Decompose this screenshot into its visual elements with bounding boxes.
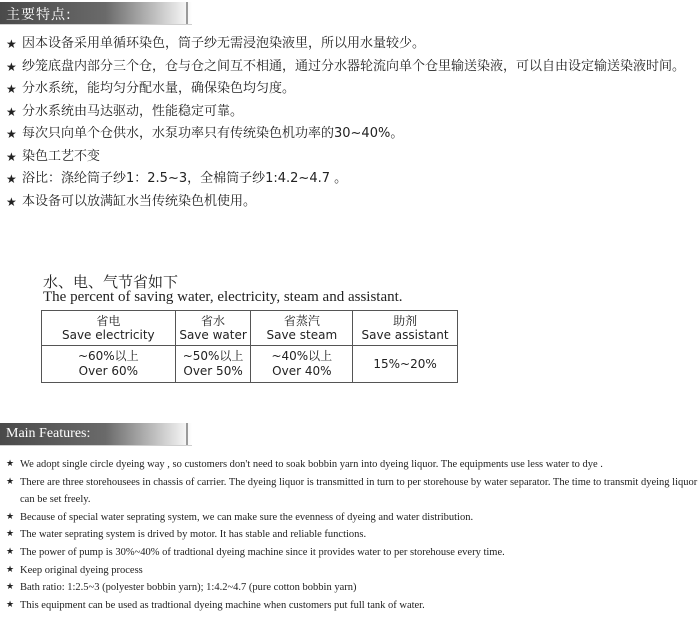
- feature-item-cn: ★ 染色工艺不变: [6, 146, 696, 169]
- star-icon: ★: [6, 149, 17, 164]
- value-cell-assistant: 15%~20%: [353, 346, 458, 383]
- feature-item-en: ★ This equipment can be used as tradtional dyeing machine when customers put full tank of water.: [6, 597, 698, 615]
- saving-header-row: [42, 311, 458, 346]
- star-icon: ★: [6, 546, 15, 557]
- feature-item-cn: ★ 因本设备采用单循环染色，筒子纱无需浸泡染液里，所以用水量较少。: [6, 33, 696, 56]
- feature-item-cn: ★ 纱笼底盘内部分三个仓，仓与仓之间互不相通，通过分水器轮流向单个仓里输送染液，可以自由设定输送染液时间。: [6, 56, 696, 79]
- star-icon: ★: [6, 127, 17, 141]
- star-icon: ★: [6, 476, 15, 487]
- header-divider: [186, 2, 188, 24]
- feature-item-en: ★ Because of special water seprating system, we can make sure the evenness of dyeing and water distribution.: [6, 509, 698, 527]
- star-icon: ★: [6, 599, 15, 610]
- value-cell-electricity: ~60%以上 Over 60%: [42, 346, 176, 383]
- saving-title-cn: 水、电、气节省如下: [43, 273, 179, 291]
- saving-table: [41, 310, 458, 383]
- header-cell-water: 省水 Save water: [175, 311, 251, 346]
- feature-item-en: ★ Bath ratio: 1:2.5~3 (polyester bobbin yarn); 1:4.2~4.7 (pure cotton bobbin yarn): [6, 579, 698, 597]
- section-title-en: Main Features:: [6, 426, 91, 441]
- star-icon: ★: [6, 172, 17, 186]
- header-cell-electricity: 省电 Save electricity: [42, 311, 176, 346]
- section-title-cn: 主要特点:: [6, 7, 72, 23]
- star-icon: ★: [6, 59, 17, 74]
- star-icon: ★: [6, 529, 15, 540]
- feature-item-cn: ★ 本设备可以放满缸水当传统染色机使用。: [6, 191, 696, 214]
- feature-item-cn: ★ 分水系统，能均匀分配水量，确保染色均匀度。: [6, 78, 696, 101]
- star-icon: ★: [6, 511, 15, 522]
- feature-item-en: ★ The power of pump is 30%~40% of tradtional dyeing machine since it provides water to per storehouse every time.: [6, 544, 698, 562]
- feature-item-en: ★ There are three storehousees in chassis of carrier. The dyeing liquor is transmitted in turn to per storehouse by water separator. The time to transmit dyeing liquor can be set freely.: [6, 474, 698, 509]
- header-cell-assistant: 助剂 Save assistant: [353, 311, 458, 346]
- feature-item-cn: ★ 每次只向单个仓供水，水泵功率只有传统染色机功率的30~40%。: [6, 123, 696, 146]
- value-cell-steam: ~40%以上 Over 40%: [251, 346, 353, 383]
- feature-item-cn: ★ 浴比：涤纶筒子纱1：2.5~3，全棉筒子纱1:4.2~4.7 。: [6, 168, 696, 191]
- saving-title-en: The percent of saving water, electricity, steam and assistant.: [43, 289, 403, 305]
- value-cell-water: ~50%以上 Over 50%: [175, 346, 251, 383]
- star-icon: ★: [6, 194, 17, 209]
- star-icon: ★: [6, 564, 15, 575]
- feature-item-cn: ★ 分水系统由马达驱动，性能稳定可靠。: [6, 101, 696, 124]
- star-icon: ★: [6, 37, 17, 51]
- header-cell-steam: 省蒸汽 Save steam: [251, 311, 353, 346]
- feature-item-en: ★ The water seprating system is drived by motor. It has stable and reliable functions.: [6, 526, 698, 544]
- feature-item-en: ★ Keep original dyeing process: [6, 562, 698, 580]
- features-list-cn: [6, 33, 696, 213]
- star-icon: ★: [6, 459, 15, 469]
- header-divider: [186, 423, 188, 445]
- features-list-en: [6, 456, 698, 614]
- saving-value-row: [42, 346, 458, 383]
- star-icon: ★: [6, 82, 17, 96]
- star-icon: ★: [6, 582, 15, 593]
- star-icon: ★: [6, 104, 17, 119]
- section-header-cn: [0, 2, 192, 25]
- section-header-en: [0, 423, 192, 446]
- feature-item-en: ★ We adopt single circle dyeing way , so customers don't need to soak bobbin yarn into dyeing liquor. The equipments use less water to dye .: [6, 456, 698, 474]
